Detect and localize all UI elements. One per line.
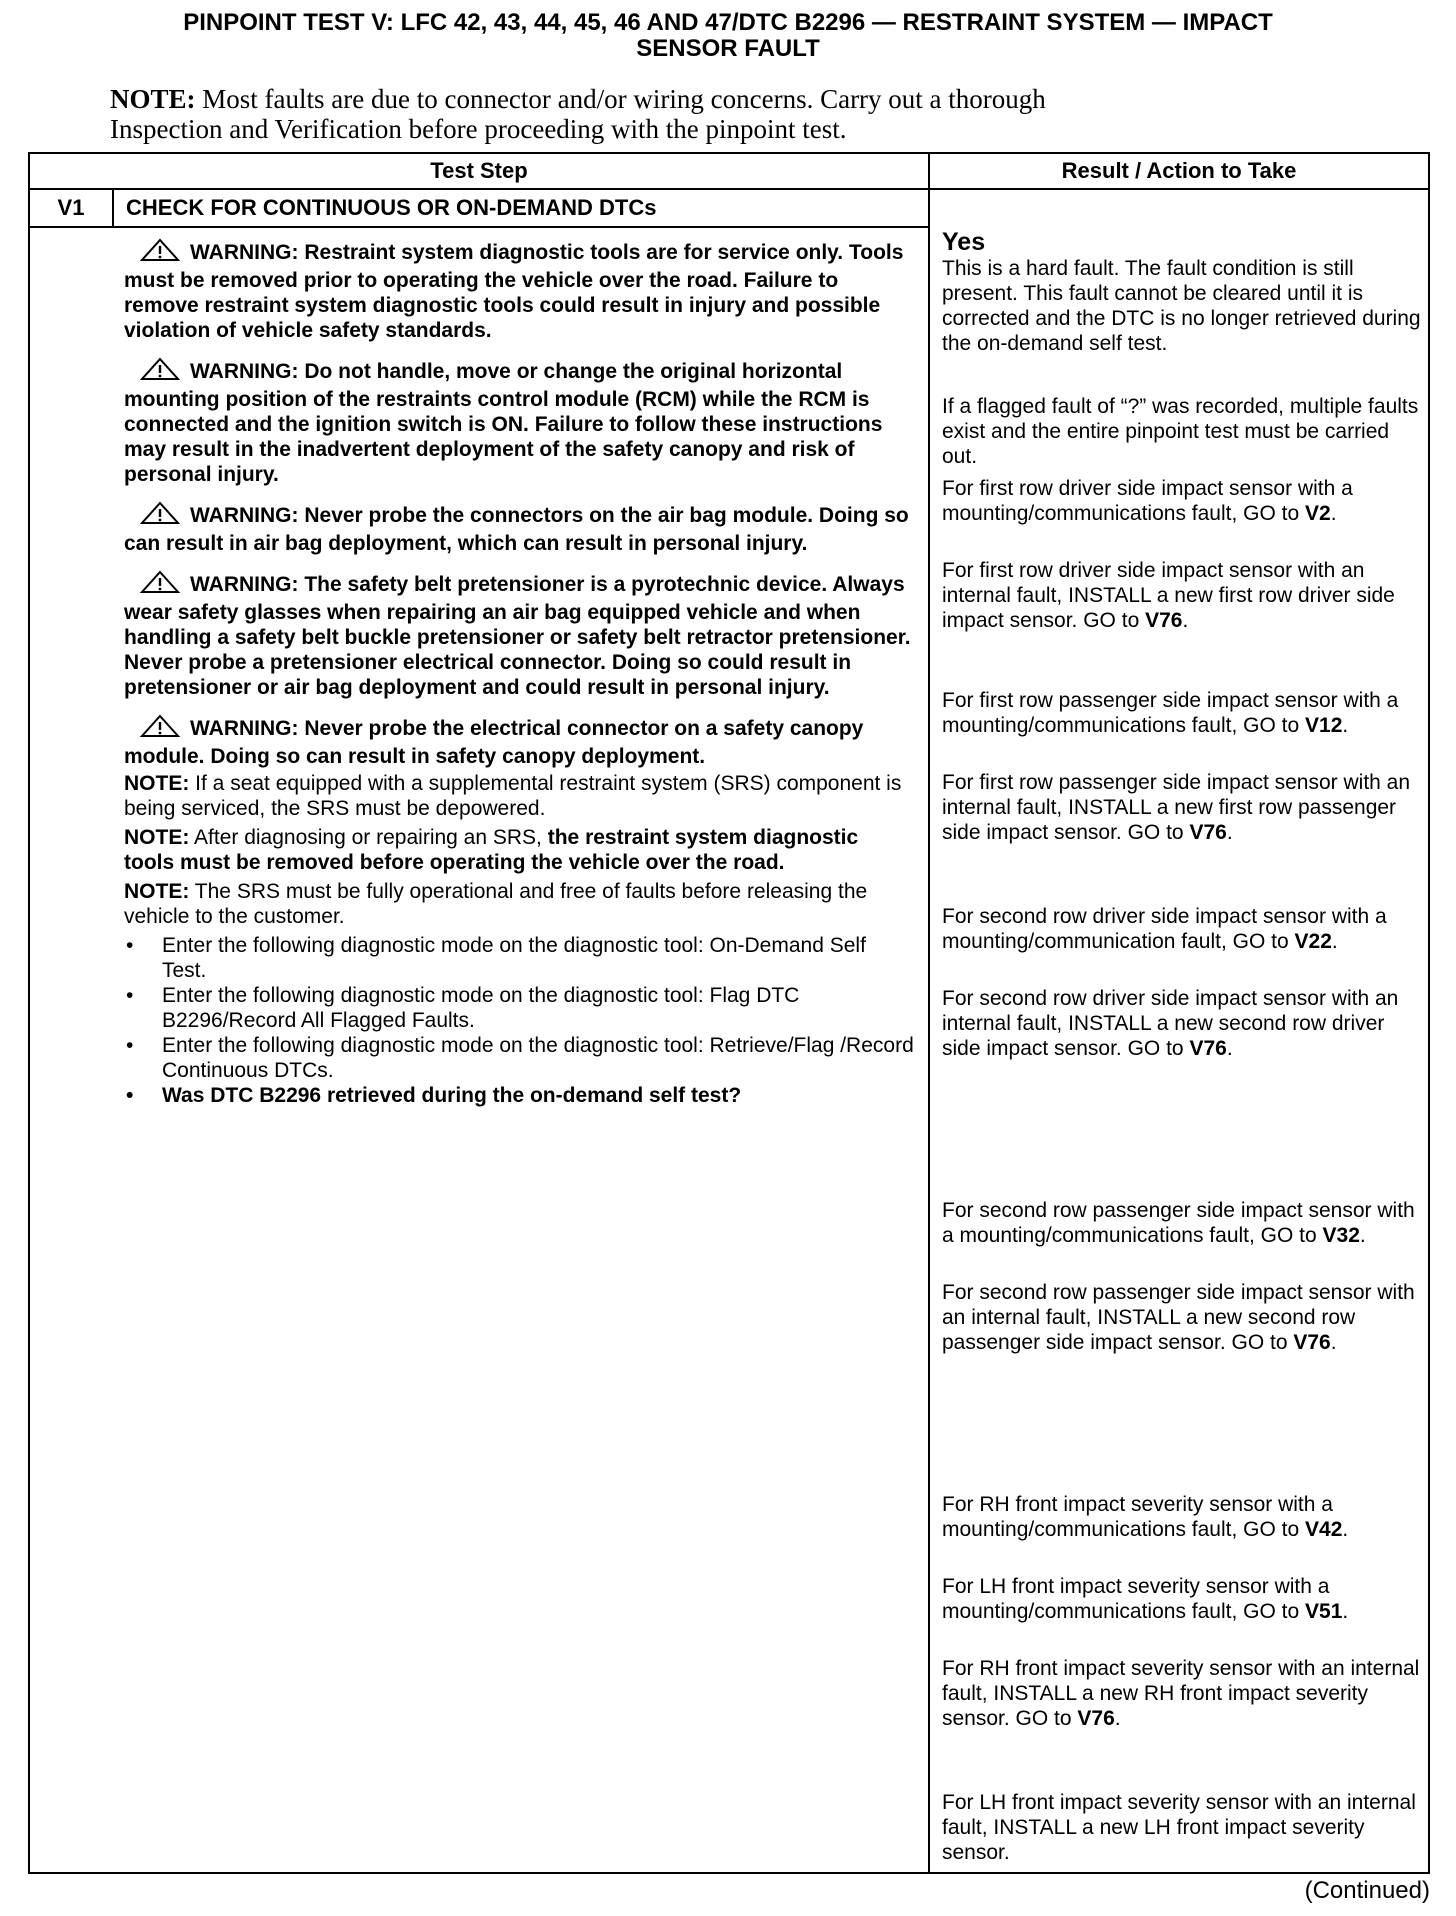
action-8: For second row passenger side impact sensor with an internal fault, INSTALL a new second row passenger side impact sensor. GO to V76. xyxy=(942,1281,1415,1354)
warning-1-text: Restraint system diagnostic tools are for service only. Tools must be removed prior to operating the vehicle over the road. Failure to remove restraint system diagnostic tools could result in injury and possible violation of vehicle safety standards. xyxy=(124,241,904,342)
note-3 xyxy=(124,879,914,929)
table-header xyxy=(30,154,1428,190)
warning-5-label: WARNING: xyxy=(190,717,299,740)
bullet-1 xyxy=(124,933,914,983)
test-step-content xyxy=(124,238,914,1108)
bullet-4 xyxy=(124,1083,914,1108)
bullet-3-text: Enter the following diagnostic mode on the diagnostic tool: Retrieve/Flag /Record Continuous DTCs. xyxy=(162,1034,914,1082)
action-3: For first row passenger side impact sensor with a mounting/communications fault, GO to V12. xyxy=(942,689,1399,737)
note-1 xyxy=(124,771,914,821)
warning-3 xyxy=(124,501,914,556)
action-9-target: V42 xyxy=(1305,1518,1343,1541)
result-yes: Yes xyxy=(942,228,986,256)
warning-icon xyxy=(140,570,180,600)
action-5-target: V22 xyxy=(1294,930,1332,953)
bullet-dot: • xyxy=(126,1084,134,1107)
action-10-text: For LH front impact severity sensor with a mounting/communications fault, GO to xyxy=(942,1575,1330,1623)
pinpoint-table xyxy=(28,152,1430,1874)
action-3-text: For first row passenger side impact sensor with a mounting/communications fault, GO to xyxy=(942,689,1399,737)
action-5: For second row driver side impact sensor with a mounting/communication fault, GO to V22. xyxy=(942,905,1387,953)
header-result: Result / Action to Take xyxy=(1061,158,1297,183)
action-11: For RH front impact severity sensor with an internal fault, INSTALL a new RH front impact severity sensor. GO to V76. xyxy=(942,1657,1420,1730)
action-6-target: V76 xyxy=(1189,1037,1227,1060)
warning-4 xyxy=(124,570,914,700)
title-line-2: SENSOR FAULT xyxy=(636,35,820,62)
intro-note xyxy=(110,84,1310,144)
warning-icon xyxy=(140,714,180,744)
warning-2-text: Do not handle, move or change the original horizontal mounting position of the restraints control module (RCM) while the RCM is connected and the ignition switch is ON. Failure to follow these instructions may result in the inadvertent deployment of the safety canopy and risk of personal injury. xyxy=(124,360,883,486)
action-7: For second row passenger side impact sensor with a mounting/communications fault, GO to V32. xyxy=(942,1199,1415,1247)
action-9: For RH front impact severity sensor with a mounting/communications fault, GO to V42. xyxy=(942,1493,1349,1541)
note-3-text: The SRS must be fully operational and free of faults before releasing the vehicle to the customer. xyxy=(124,880,868,928)
note-2 xyxy=(124,825,914,875)
action-12 xyxy=(942,1790,1426,1865)
warning-1 xyxy=(124,238,914,343)
result-hard-fault: This is a hard fault. The fault condition is still present. This fault cannot be cleared until it is corrected and the DTC is no longer retrieved during the on-demand self test. xyxy=(942,257,1421,355)
bullet-dot: • xyxy=(126,984,134,1007)
result-flagged: If a flagged fault of “?” was recorded, multiple faults exist and the entire pinpoint test must be carried out. xyxy=(942,395,1419,468)
warning-3-text: Never probe the connectors on the air bag module. Doing so can result in air bag deployment, which can result in personal injury. xyxy=(124,504,909,555)
header-test-step: Test Step xyxy=(430,158,528,183)
note-2-text: After diagnosing or repairing an SRS, xyxy=(194,826,542,849)
step-row xyxy=(30,190,928,228)
action-10-target: V51 xyxy=(1305,1600,1343,1623)
action-7-text: For second row passenger side impact sensor with a mounting/communications fault, GO to xyxy=(942,1199,1415,1247)
step-id: V1 xyxy=(57,195,85,220)
action-8-text: For second row passenger side impact sensor with an internal fault, INSTALL a new second row passenger side impact sensor. GO to xyxy=(942,1281,1415,1354)
action-2-target: V76 xyxy=(1145,609,1183,632)
warning-4-text: The safety belt pretensioner is a pyrotechnic device. Always wear safety glasses when repairing an air bag equipped vehicle and when handling a safety belt buckle pretensioner or safety belt retractor pretensioner. Never probe a pretensioner electrical connector. Doing so could result in pretensioner or air bag deployment and could result in personal injury. xyxy=(124,573,911,699)
action-1-text: For first row driver side impact sensor with a mounting/communications fault, GO to xyxy=(942,477,1353,525)
action-5-text: For second row driver side impact sensor with a mounting/communication fault, GO to xyxy=(942,905,1387,953)
bullet-2-text: Enter the following diagnostic mode on the diagnostic tool: Flag DTC B2296/Record All Flagged Faults. xyxy=(162,984,800,1032)
action-1-target: V2 xyxy=(1305,502,1331,525)
warning-5 xyxy=(124,714,914,769)
action-11-text: For RH front impact severity sensor with an internal fault, INSTALL a new RH front impact severity sensor. GO to xyxy=(942,1657,1420,1730)
warning-2-label: WARNING: xyxy=(190,360,299,383)
warning-icon xyxy=(140,357,180,387)
note-2-label: NOTE: xyxy=(124,826,190,849)
action-12-text: For LH front impact severity sensor with an internal fault, INSTALL a new LH front impact severity sensor. xyxy=(942,1791,1416,1864)
bullet-2 xyxy=(124,983,914,1033)
page-title xyxy=(28,10,1428,62)
bullet-dot: • xyxy=(126,934,134,957)
action-9-text: For RH front impact severity sensor with a mounting/communications fault, GO to xyxy=(942,1493,1333,1541)
bullet-3 xyxy=(124,1033,914,1083)
action-1: For first row driver side impact sensor with a mounting/communications fault, GO to V2. xyxy=(942,477,1353,525)
note-3-label: NOTE: xyxy=(124,880,190,903)
result-yes-block xyxy=(942,228,1426,356)
title-line-1: PINPOINT TEST V: LFC 42, 43, 44, 45, 46 AND 47/DTC B2296 — RESTRAINT SYSTEM — IMPACT xyxy=(183,9,1273,36)
action-11-target: V76 xyxy=(1077,1707,1115,1730)
note-2-bold: the restraint system diagnostic tools must be removed before operating the vehicle over the road. xyxy=(124,826,859,874)
action-6-text: For second row driver side impact sensor with an internal fault, INSTALL a new second row driver side impact sensor. GO to xyxy=(942,987,1399,1060)
bullet-dot: • xyxy=(126,1034,134,1057)
warning-4-label: WARNING: xyxy=(190,573,299,596)
action-10: For LH front impact severity sensor with a mounting/communications fault, GO to V51. xyxy=(942,1575,1349,1623)
action-6: For second row driver side impact sensor with an internal fault, INSTALL a new second row driver side impact sensor. GO to V76. xyxy=(942,987,1399,1060)
warning-3-label: WARNING: xyxy=(190,504,299,527)
bullet-1-text: Enter the following diagnostic mode on the diagnostic tool: On-Demand Self Test. xyxy=(162,934,866,982)
step-title: CHECK FOR CONTINUOUS OR ON-DEMAND DTCs xyxy=(126,195,657,220)
action-7-target: V32 xyxy=(1322,1224,1360,1247)
warning-icon xyxy=(140,501,180,531)
action-2-text: For first row driver side impact sensor with an internal fault, INSTALL a new first row driver side impact sensor. GO to xyxy=(942,559,1395,632)
bullet-4-text: Was DTC B2296 retrieved during the on-demand self test? xyxy=(162,1084,742,1107)
continued-label: (Continued) xyxy=(1304,1877,1430,1904)
action-4-text: For first row passenger side impact sensor with an internal fault, INSTALL a new first row passenger side impact sensor. GO to xyxy=(942,771,1411,844)
warning-5-text: Never probe the electrical connector on a safety canopy module. Doing so can result in safety canopy deployment. xyxy=(124,717,864,768)
warning-1-label: WARNING: xyxy=(190,241,299,264)
note-1-text: If a seat equipped with a supplemental restraint system (SRS) component is being serviced, the SRS must be depowered. xyxy=(124,772,902,820)
warning-2 xyxy=(124,357,914,487)
note-line-1: Most faults are due to connector and/or wiring concerns. Carry out a thorough xyxy=(202,84,1046,114)
warning-icon xyxy=(140,238,180,268)
note-label: NOTE: xyxy=(110,84,196,114)
action-4: For first row passenger side impact sensor with an internal fault, INSTALL a new first row passenger side impact sensor. GO to V76. xyxy=(942,771,1411,844)
action-3-target: V12 xyxy=(1305,714,1343,737)
action-4-target: V76 xyxy=(1189,821,1227,844)
note-1-label: NOTE: xyxy=(124,772,190,795)
column-divider xyxy=(928,154,930,1872)
action-2: For first row driver side impact sensor with an internal fault, INSTALL a new first row driver side impact sensor. GO to V76. xyxy=(942,559,1395,632)
action-8-target: V76 xyxy=(1293,1331,1331,1354)
note-line-2: Inspection and Verification before proceeding with the pinpoint test. xyxy=(110,114,847,144)
step-id-divider xyxy=(112,190,114,226)
